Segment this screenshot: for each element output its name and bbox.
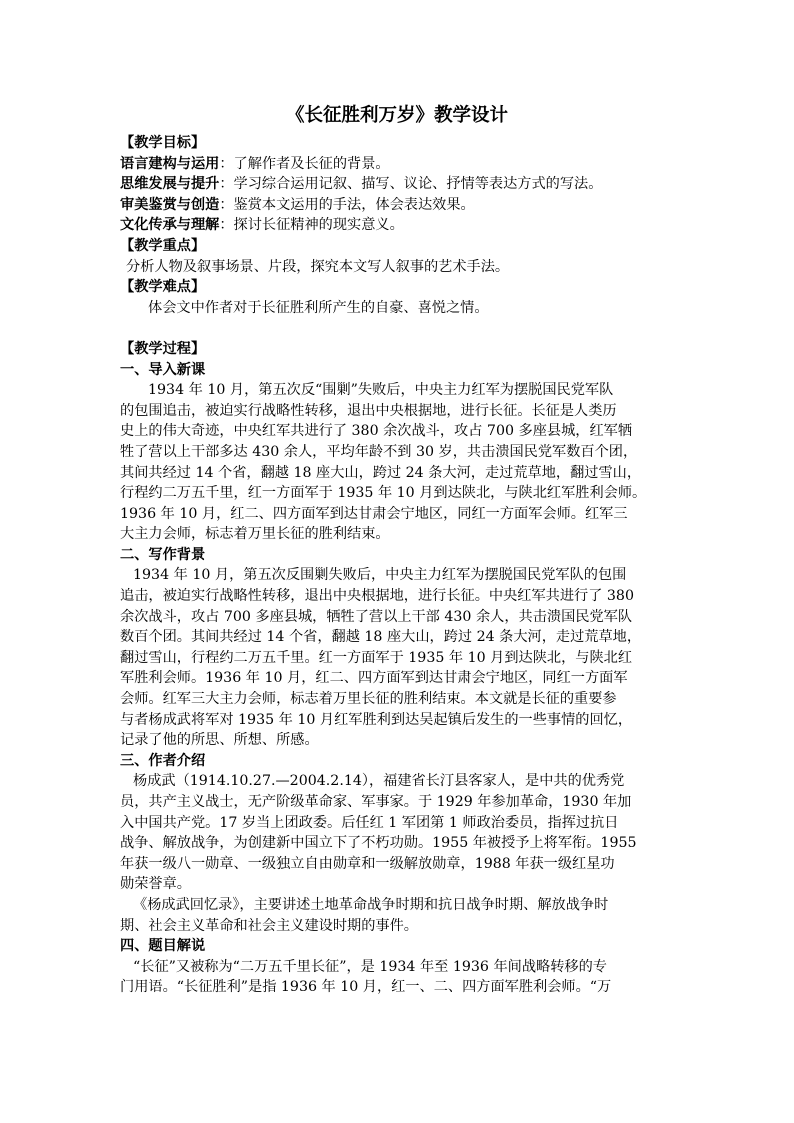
difficulties-heading: 【教学难点】: [120, 279, 206, 296]
key-points-heading: 【教学重点】: [120, 237, 206, 254]
process-heading: 【教学过程】: [120, 340, 206, 357]
paragraph-line: 员，共产主义战士，无产阶级革命家、军事家。于 1929 年参加革命，1930 年加: [120, 794, 632, 810]
difficulties-text: 体会文中作者对于长征胜利所产生的自豪、喜悦之情。: [148, 299, 489, 316]
paragraph-line: 数百个团。其间共经过 14 个省，翻越 18 座大山，跨过 24 条大河，走过荒草地，: [120, 629, 642, 646]
paragraph-line: 门用语。“长征胜利”是指 1936 年 10 月，红一、二、四方面军胜利会师。“万: [120, 979, 612, 996]
objective-item: [120, 174, 686, 195]
objective-text: ：学习综合运用记叙、描写、议论、抒情等表达方式的写法。: [219, 176, 603, 193]
paragraph-line: 其间共经过 14 个省，翻越 18 座大山，跨过 24 条大河，走过荒草地，翻过雪山，: [120, 464, 642, 481]
paragraph-line: 1934 年 10 月，第五次反“围剿”失败后，中央主力红军为摆脱国民党军队: [148, 382, 614, 399]
document-body: [120, 133, 686, 998]
paragraph-line: 战争、解放战争，为创建新中国立下了不朽功勋。1955 年被授予上将军衔。1955: [120, 835, 637, 852]
paragraph-line: 追击，被迫实行战略性转移，退出中央根据地，进行长征。中央红军共进行了 380: [120, 588, 634, 605]
paragraph-line: 史上的伟大奇迹，中央红军共进行了 380 余次战斗，攻占 700 多座县城，红军牺: [120, 423, 633, 440]
objective-label: 审美鉴赏与创造: [120, 196, 220, 213]
objective-item: [120, 215, 686, 236]
paragraph-line: 1936 年 10 月，红二、四方面军到达甘肃会宁地区，同红一方面军会师。红军三: [120, 505, 628, 522]
objective-text: ：探讨长征精神的现实意义。: [219, 217, 404, 234]
paragraph-line: 会师。红军三大主力会师，标志着万里长征的胜利结束。本文就是长征的重要参: [120, 691, 617, 708]
objective-item: [120, 154, 686, 175]
paragraph-line: 大主力会师，标志着万里长征的胜利结束。: [120, 526, 390, 543]
paragraph-line: 牲了营以上干部多达 430 余人，平均年龄不到 30 岁，共击溃国民党军数百个团，: [120, 443, 638, 460]
paragraph-line: 杨成武（1914.10.27.—2004.2.14），福建省长汀县客家人，是中共的优秀党: [133, 773, 625, 790]
objective-label: 思维发展与提升: [120, 176, 220, 193]
section-heading-title-explanation: 四、题目解说: [120, 938, 206, 955]
paragraph-line: 记录了他的所思、所想、所感。: [120, 732, 319, 749]
paragraph-line: “长征”又被称为“二万五千里长征”，是 1934 年至 1936 年间战略转移的专: [133, 958, 607, 975]
objective-text: ：鉴赏本文运用的手法，体会表达效果。: [219, 196, 475, 213]
paragraph-line: 年获一级八一勋章、一级独立自由勋章和一级解放勋章，1988 年获一级红星功: [120, 855, 615, 872]
document-title: 《长征胜利万岁》教学设计: [285, 105, 508, 126]
blank-line: [120, 318, 686, 339]
objective-item: [120, 195, 686, 216]
section-heading-background: 二、写作背景: [120, 546, 206, 563]
objective-text: ：了解作者及长征的背景。: [219, 155, 390, 172]
paragraph-line: 与者杨成武将军对 1935 年 10 月红军胜利到达吴起镇后发生的一些事情的回忆，: [120, 711, 633, 728]
paragraph-line: 1934 年 10 月，第五次反围剿失败后，中央主力红军为摆脱国民党军队的包围: [133, 567, 627, 584]
paragraph-line: 军胜利会师。1936 年 10 月，红二、四方面军到达甘肃会宁地区，同红一方面军: [120, 670, 628, 687]
key-points-text: 分析人物及叙事场景、片段，探究本文写人叙事的艺术手法。: [126, 258, 510, 275]
section-heading-intro: 一、导入新课: [120, 361, 206, 378]
paragraph-line: 期、社会主义革命和社会主义建设时期的事件。: [120, 917, 418, 934]
objective-label: 文化传承与理解: [120, 217, 220, 234]
paragraph-line: 翻过雪山，行程约二万五千里。红一方面军于 1935 年 10 月到达陕北，与陕北红: [120, 649, 633, 666]
paragraph-line: 行程约二万五千里，红一方面军于 1935 年 10 月到达陕北，与陕北红军胜利会师。: [120, 485, 647, 502]
paragraph-line: 勋荣誉章。: [120, 876, 191, 893]
paragraph-line: 余次战斗，攻占 700 多座县城，牺牲了营以上干部 430 余人，共击溃国民党军队: [120, 608, 633, 625]
paragraph-line: 入中国共产党。17 岁当上团政委。后任红 1 军团第 1 师政治委员，指挥过抗日: [120, 814, 619, 831]
paragraph-line: 的包围追击，被迫实行战略性转移，退出中央根据地，进行长征。长征是人类历: [120, 402, 617, 419]
section-heading-author: 三、作者介绍: [120, 752, 206, 769]
objectives-heading: 【教学目标】: [120, 135, 206, 151]
objective-label: 语言建构与运用: [120, 155, 220, 172]
paragraph-line: 《杨成武回忆录》，主要讲述土地革命战争时期和抗日战争时期、解放战争时: [133, 896, 609, 913]
